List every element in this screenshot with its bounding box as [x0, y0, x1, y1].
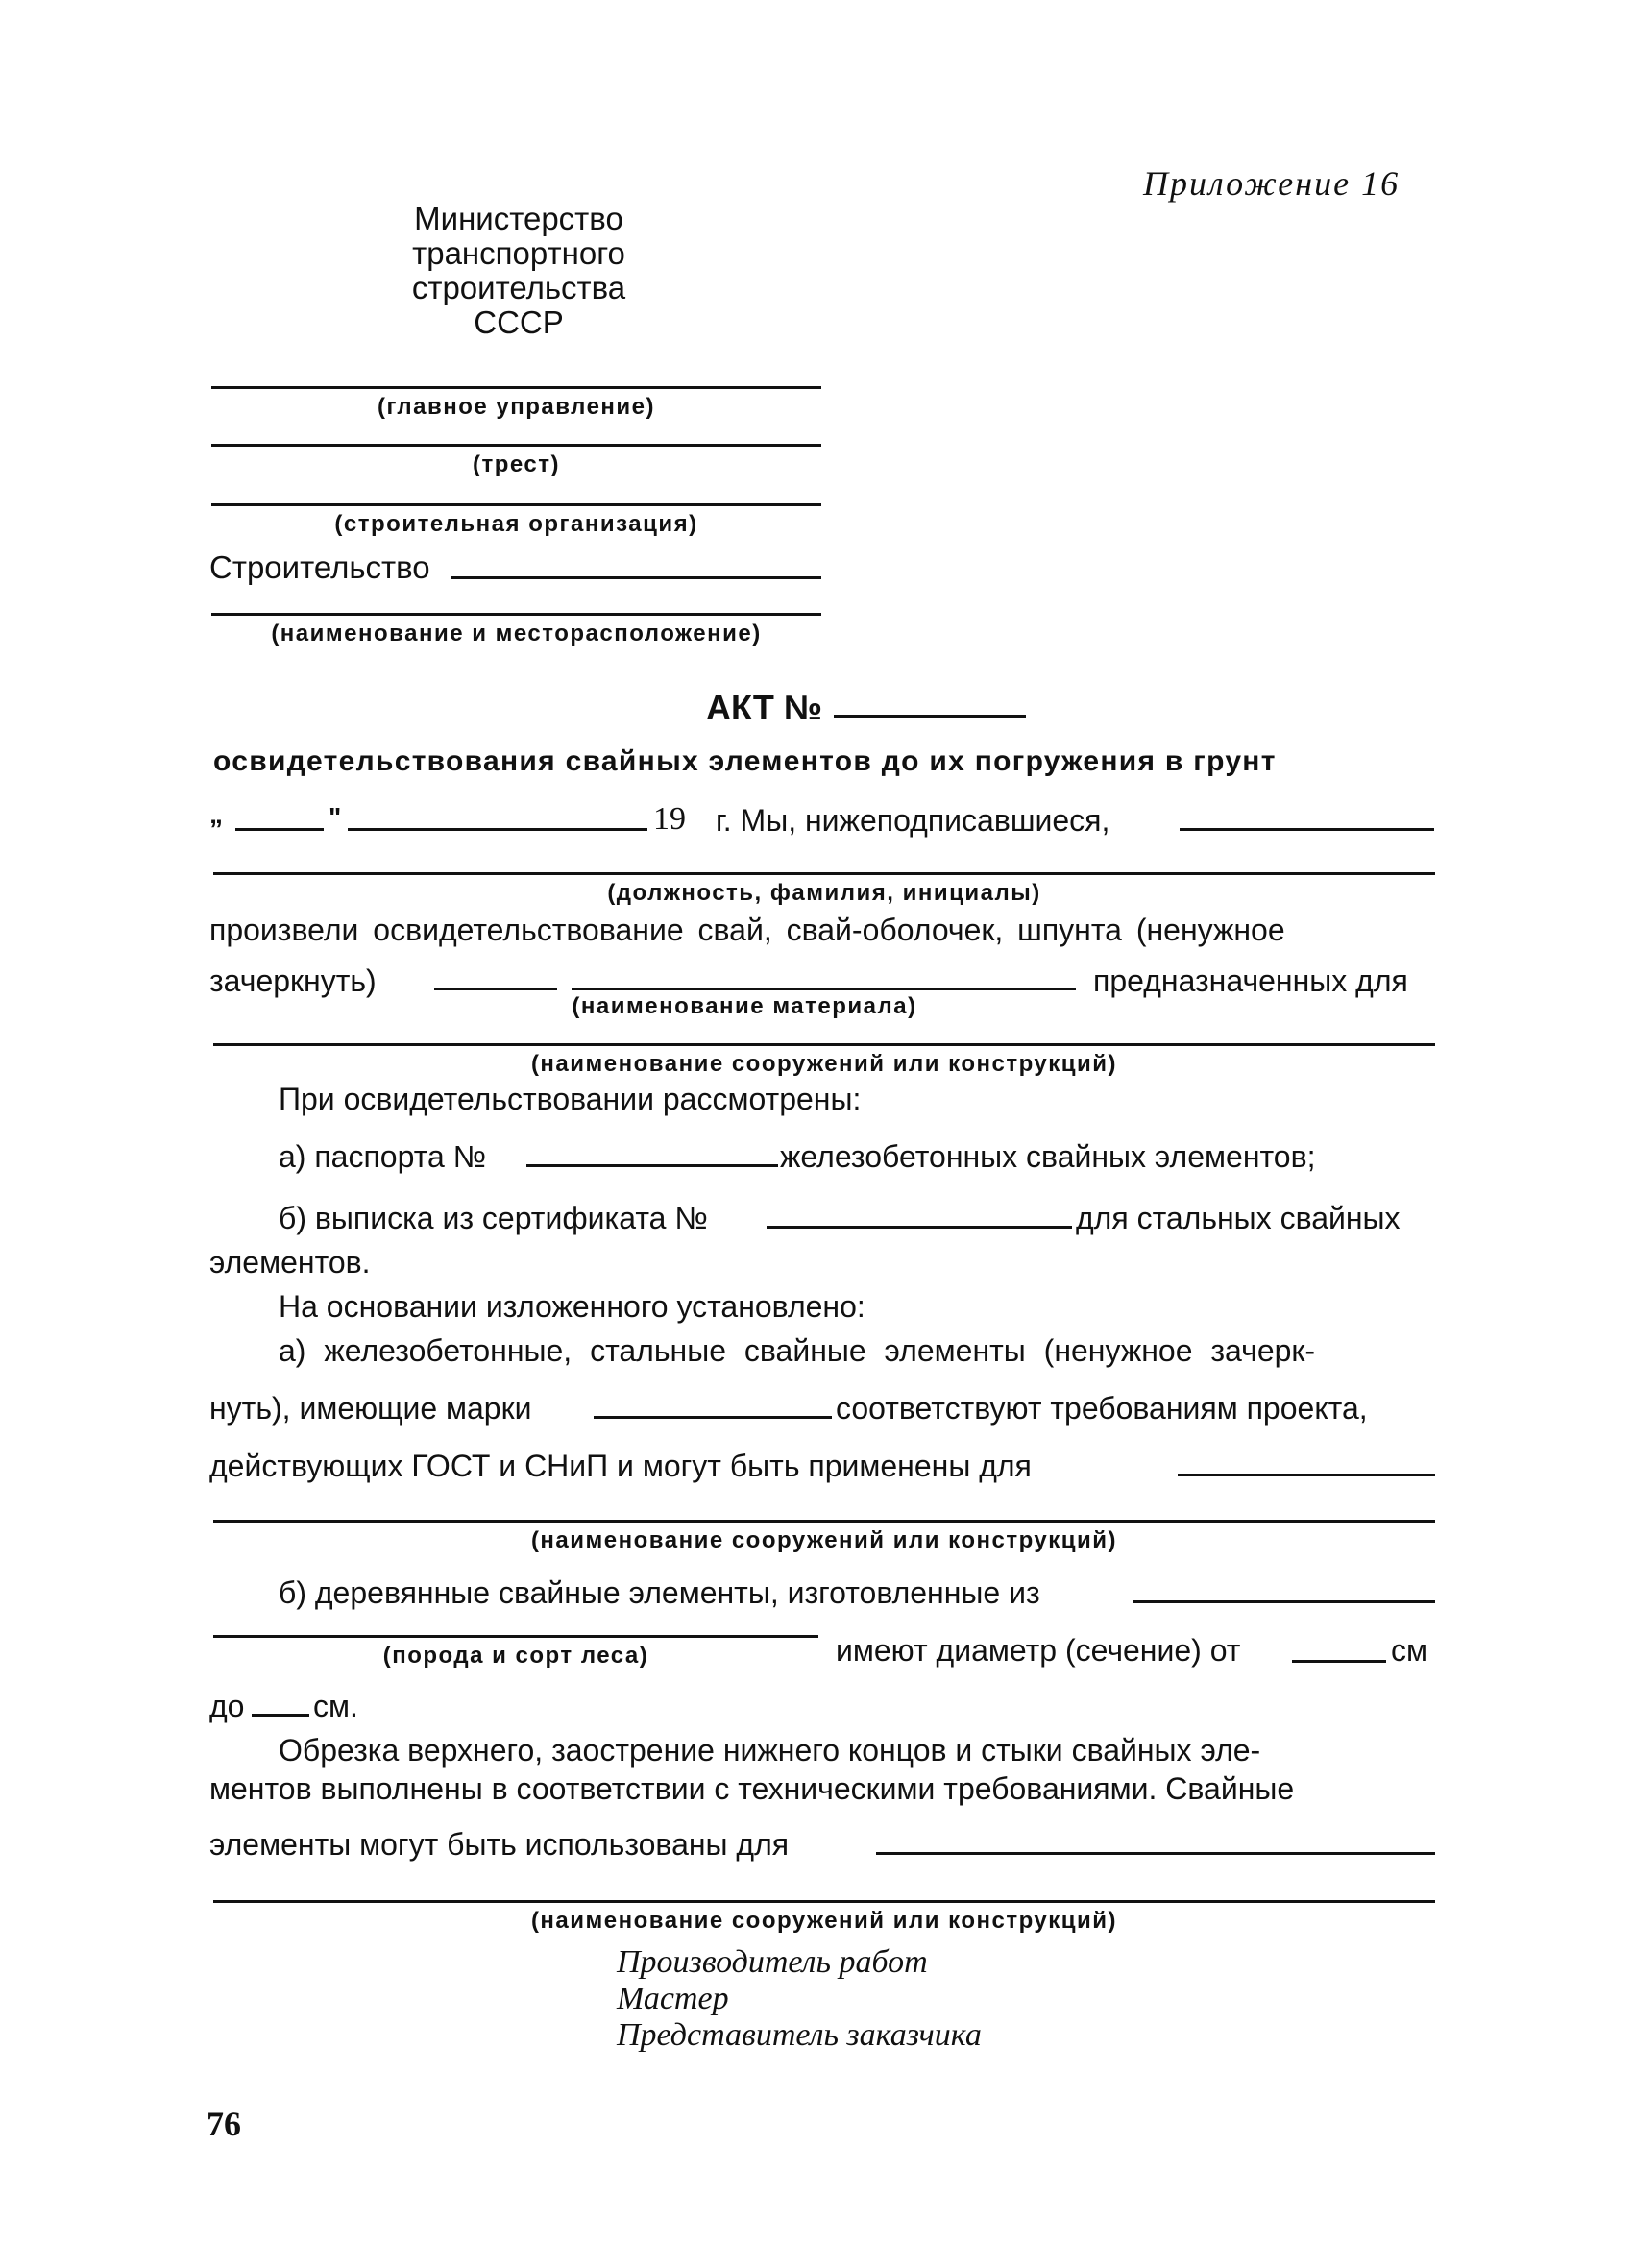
paragraph-line: до [209, 1689, 245, 1723]
material-field [572, 988, 1076, 990]
structures-caption-3: (наименование сооружений или конструкций) [530, 1908, 1118, 1934]
ministry-line: Министерство [414, 201, 623, 236]
trust-caption: (трест) [472, 451, 561, 477]
wood-species-caption: (порода и сорт леса) [382, 1643, 649, 1669]
item-a-label: а) паспорта № [279, 1139, 486, 1174]
application-field [1178, 1474, 1435, 1476]
diameter-to-field [252, 1714, 309, 1717]
ministry-line: строительства [411, 270, 626, 305]
passport-number-field [526, 1164, 778, 1167]
trust-field [211, 444, 821, 447]
wood-species-field [213, 1635, 818, 1638]
structures-field-2 [213, 1520, 1435, 1523]
paragraph-line: а) железобетонные, стальные свайные элементы (ненужное зачерк- [279, 1333, 1316, 1368]
structures-field-3 [213, 1900, 1435, 1903]
act-subtitle: освидетельствования свайных элементов до их погружения в грунт [213, 745, 1277, 777]
ministry-line: СССР [474, 305, 564, 340]
item-a-text: железобетонных свайных элементов; [780, 1139, 1316, 1174]
item-b-text: для стальных свайных [1076, 1201, 1401, 1235]
diameter-from-field [1292, 1660, 1386, 1663]
paragraph-line: соответствуют требованиям проекта, [836, 1391, 1368, 1426]
construction-label: Строительство [209, 549, 430, 585]
unit-cm-label: см. [313, 1689, 358, 1723]
item-b-continuation: элементов. [209, 1245, 371, 1280]
act-title: АКТ № [706, 688, 822, 727]
signature-title: Мастер [617, 1981, 729, 2016]
position-name-caption: (должность, фамилия, инициалы) [607, 880, 1041, 906]
signature-block [617, 1944, 982, 2054]
construction-field [451, 576, 821, 579]
paragraph-line: произвели освидетельствование свай, свай-оболочек, шпунта (ненужное [209, 913, 1285, 947]
paragraph-line: нуть), имеющие марки [209, 1391, 532, 1426]
paragraph-line: предназначенных для [1093, 963, 1408, 998]
paragraph-line: действующих ГОСТ и СНиП и могут быть применены для [209, 1449, 1032, 1483]
date-quote-open: „ [209, 799, 223, 829]
date-day-field [235, 828, 324, 831]
structures-field-1 [213, 1043, 1435, 1046]
main-directorate-field [211, 386, 821, 389]
signature-title: Представитель заказчика [617, 2017, 982, 2053]
signature-title: Производитель работ [617, 1944, 928, 1980]
date-year-prefix: 19 [653, 801, 686, 837]
usage-field [876, 1852, 1435, 1855]
main-directorate-caption: (главное управление) [377, 394, 656, 420]
pile-type-field [434, 988, 557, 990]
signatories-text: г. Мы, нижеподписавшиеся, [716, 803, 1110, 838]
paragraph-line: зачеркнуть) [209, 963, 377, 998]
item-b-label: б) выписка из сертификата № [279, 1201, 708, 1235]
date-quote-close: " [329, 802, 342, 832]
paragraph-line: Обрезка верхнего, заострение нижнего концов и стыки свайных эле- [279, 1733, 1261, 1768]
act-number-field [834, 715, 1026, 718]
appendix-label: Приложение 16 [1143, 164, 1401, 203]
signatories-field [1180, 828, 1434, 831]
grades-field [594, 1416, 832, 1419]
construction-org-caption: (строительная организация) [334, 511, 698, 537]
certificate-number-field [767, 1226, 1072, 1229]
structures-caption-2: (наименование сооружений или конструкций) [530, 1527, 1118, 1553]
construction-org-field [211, 503, 821, 506]
date-month-field [348, 828, 647, 831]
wood-source-field [1133, 1600, 1435, 1603]
structures-caption-1: (наименование сооружений или конструкций) [530, 1051, 1118, 1077]
ministry-block [384, 202, 653, 340]
paragraph-line: имеют диаметр (сечение) от [836, 1633, 1241, 1668]
paragraph-line: ментов выполнены в соответствии с техническими требованиями. Свайные [209, 1771, 1295, 1806]
name-location-field [211, 613, 821, 616]
unit-cm-label: см [1391, 1633, 1427, 1668]
considered-heading: При освидетельствовании рассмотрены: [279, 1082, 862, 1116]
established-heading: На основании изложенного установлено: [279, 1289, 865, 1324]
position-name-field [213, 872, 1435, 875]
paragraph-line: элементы могут быть использованы для [209, 1827, 790, 1862]
material-caption: (наименование материала) [572, 993, 917, 1019]
ministry-line: транспортного [412, 235, 625, 271]
paragraph-line: б) деревянные свайные элементы, изготовленные из [279, 1575, 1040, 1610]
page-number: 76 [207, 2105, 241, 2143]
name-location-caption: (наименование и месторасположение) [271, 621, 762, 646]
